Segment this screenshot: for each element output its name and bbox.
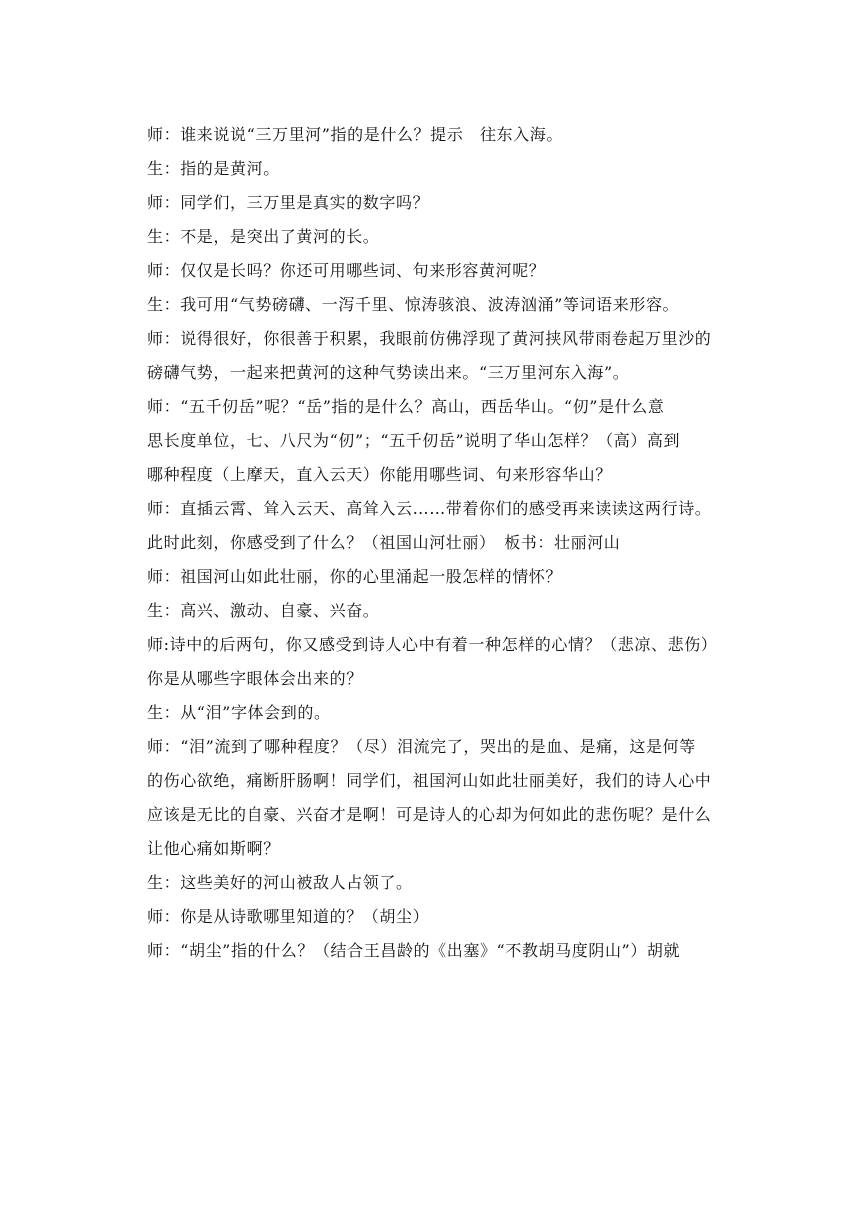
text-line: 师：仅仅是长吗？你还可用哪些词、句来形容黄河呢？: [147, 261, 546, 280]
text-line: 磅礴气势，一起来把黄河的这种气势读出来。“三万里河东入海”。: [147, 363, 630, 382]
text-line: 师：祖国河山如此壮丽，你的心里涌起一股怎样的情怀？: [147, 567, 563, 586]
text-line: 生：从“泪”字体会到的。: [147, 703, 331, 722]
text-line: 让他心痛如斯啊？: [147, 839, 280, 858]
text-line: 生：不是，是突出了黄河的长。: [147, 227, 380, 246]
text-line: 师：“五千仞岳”呢？“岳”指的是什么？高山，西岳华山。“仞”是什么意: [147, 397, 665, 416]
text-line: 师：“胡尘”指的什么？（结合王昌龄的《出塞》“不教胡马度阴山”）胡就: [147, 941, 681, 960]
text-line: 师：说得很好，你很善于积累，我眼前仿佛浮现了黄河挟风带雨卷起万里沙的: [147, 329, 712, 348]
text-line: 师：同学们，三万里是真实的数字吗？: [147, 193, 430, 212]
text-line: 生：这些美好的河山被敌人占领了。: [147, 873, 413, 892]
text-line: 此时此刻，你感受到了什么？（祖国山河壮丽） 板书：壮丽河山: [147, 533, 621, 552]
text-line: 生：高兴、激动、自豪、兴奋。: [147, 601, 380, 620]
text-line: 你是从哪些字眼体会出来的？: [147, 669, 363, 688]
text-line: 师:诗中的后两句，你又感受到诗人心中有着一种怎样的心情？（悲凉、悲伤）: [147, 635, 718, 654]
text-line: 生：指的是黄河。: [147, 159, 280, 178]
text-line: 的伤心欲绝，痛断肝肠啊！同学们，祖国河山如此壮丽美好，我们的诗人心中: [147, 771, 712, 790]
text-line: 师：你是从诗歌哪里知道的？（胡尘）: [147, 907, 430, 926]
text-line: 思长度单位，七、八尺为“仞”；“五千仞岳”说明了华山怎样？（高）高到: [147, 431, 681, 450]
text-line: 哪种程度（上摩天，直入云天）你能用哪些词、句来形容华山？: [147, 465, 612, 484]
text-line: 师：直插云霄、耸入云天、高耸入云……带着你们的感受再来读读这两行诗。: [147, 499, 712, 518]
text-line: 应该是无比的自豪、兴奋才是啊！可是诗人的心却为何如此的悲伤呢？是什么: [147, 805, 712, 824]
text-line: 师：谁来说说“三万里河”指的是什么？提示 往东入海。: [147, 125, 563, 144]
text-line: 生：我可用“气势磅礴、一泻千里、惊涛骇浪、波涛汹涌”等词语来形容。: [147, 295, 680, 314]
document-body: [147, 118, 737, 968]
text-line: 师：“泪”流到了哪种程度？（尽）泪流完了，哭出的是血、是痛，这是何等: [147, 737, 696, 756]
